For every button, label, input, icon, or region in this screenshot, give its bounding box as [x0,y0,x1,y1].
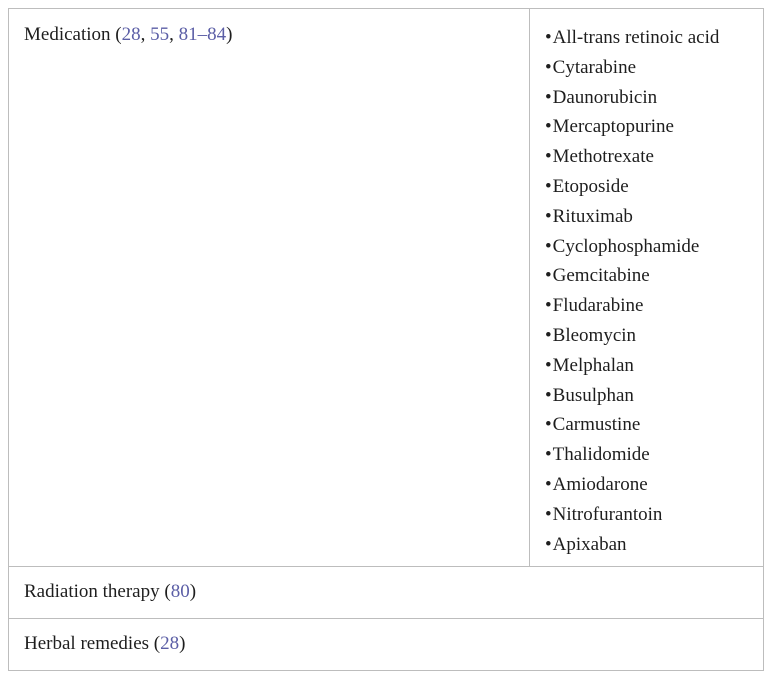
drug-list-item: • Melphalan [545,351,719,381]
refs-open: ( [153,633,161,654]
drug-list-item: • Busulphan [545,381,719,411]
reference-link-55[interactable]: 55 [150,24,170,45]
category-name: Herbal remedies [24,633,150,654]
refs-close: ) [179,633,186,654]
category-name: Radiation therapy [24,581,160,602]
drug-list-item: • Apixaban [545,530,719,560]
drug-list-item: • Thalidomide [545,440,719,470]
drug-list-item: • Carmustine [545,410,719,440]
drug-list-item: • Methotrexate [545,142,719,172]
drug-list-item: • Rituximab [545,202,719,232]
drug-list-item: • Nitrofurantoin [545,500,719,530]
ref-separator: , [140,24,151,45]
refs-close: ) [226,24,233,45]
drug-list-item: • Daunorubicin [545,83,719,113]
drug-list-cell [530,9,763,566]
table-row-herbal [9,619,763,670]
category-cell-medication [9,9,530,566]
category-label-medication [24,23,232,47]
table-row-medication [9,9,763,567]
drug-list-item: • Cyclophosphamide [545,232,719,262]
causes-table [8,8,764,671]
reference-link-28[interactable]: 28 [121,24,141,45]
refs-open: ( [115,24,122,45]
drug-list-item: • All-trans retinoic acid [545,23,719,53]
ref-separator: , [169,24,179,45]
drug-list-item: • Amiodarone [545,470,719,500]
category-label-radiation [24,580,196,604]
reference-link-80[interactable]: 80 [170,581,190,602]
drug-list-item: • Cytarabine [545,53,719,83]
drug-list-item: • Mercaptopurine [545,112,719,142]
drug-list-item: • Fludarabine [545,291,719,321]
category-name: Medication [24,24,111,45]
drug-list-item: • Etoposide [545,172,719,202]
reference-link-81-84[interactable]: 81–84 [178,24,227,45]
refs-open: ( [164,581,171,602]
category-label-herbal [24,632,185,656]
drug-list-item: • Gemcitabine [545,261,719,291]
refs-close: ) [189,581,197,602]
drug-list-item: • Bleomycin [545,321,719,351]
table-row-radiation [9,567,763,619]
reference-link-28[interactable]: 28 [160,633,180,654]
drug-list [545,23,719,559]
